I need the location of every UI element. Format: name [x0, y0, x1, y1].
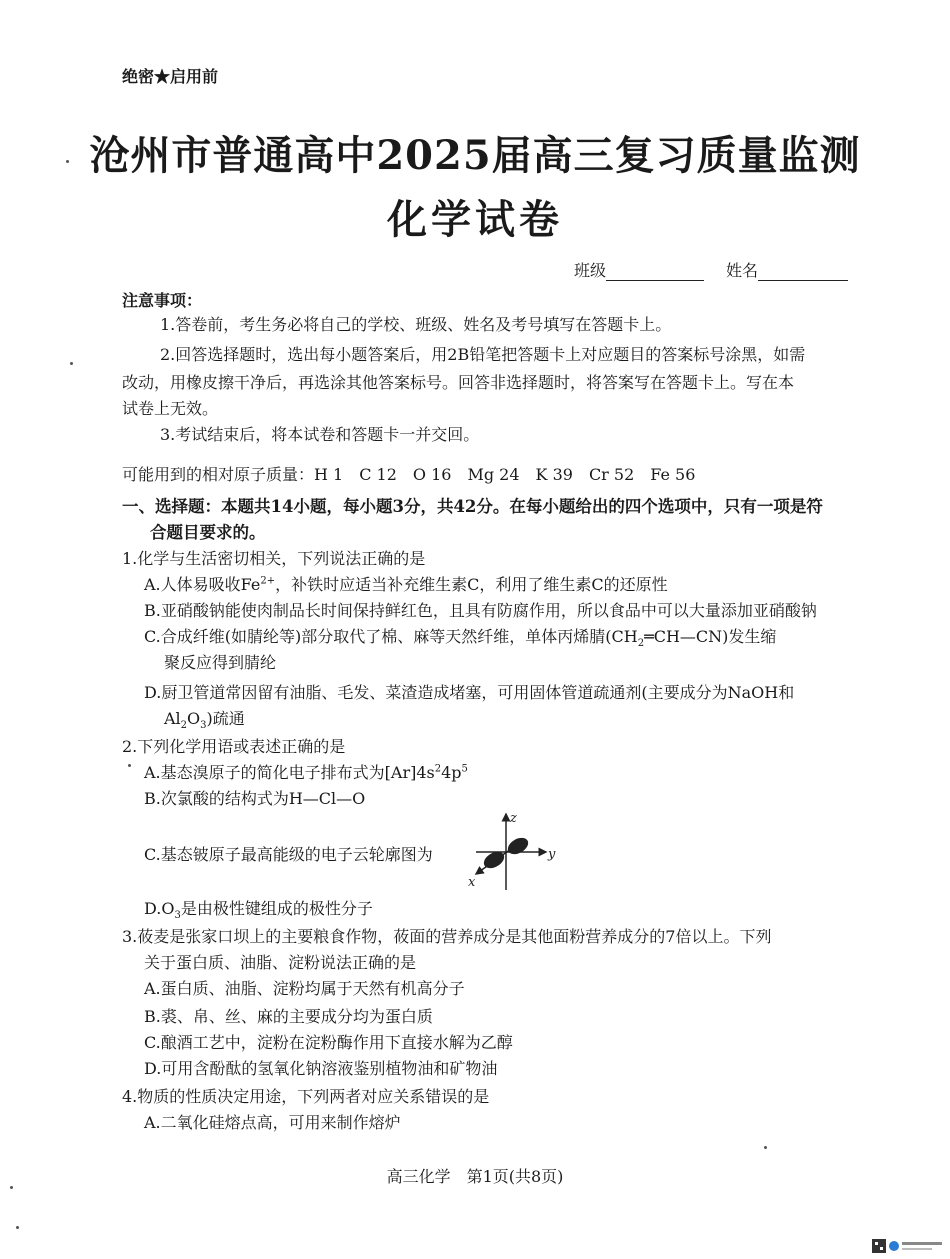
question-3-option-b: B.裘、帛、丝、麻的主要成分均为蛋白质 [144, 1007, 433, 1026]
question-2-option-c: C.基态铍原子最高能级的电子云轮廓图为 [144, 845, 433, 864]
question-1-option-d: D.厨卫管道常因留有油脂、毛发、菜渣造成堵塞，可用固体管道疏通剂(主要成分为NaOH和 [144, 683, 795, 702]
question-1-stem: 1.化学与生活密切相关，下列说法正确的是 [122, 549, 426, 568]
notes-heading: 注意事项： [122, 291, 203, 310]
question-1-option-c: C.合成纤维(如腈纶等)部分取代了棉、麻等天然纤维，单体丙烯腈$(CH_2═CH—CN)$发生缩 [144, 627, 777, 650]
question-3-stem: 3.莜麦是张家口坝上的主要粮食作物，莜面的营养成分是其他面粉营养成分的7倍以上。下列 [122, 927, 772, 946]
scanner-watermark [872, 1239, 944, 1253]
p-orbital-diagram [462, 808, 558, 894]
question-4-stem: 4.物质的性质决定用途，下列两者对应关系错误的是 [122, 1087, 490, 1106]
note-item: 试卷上无效。 [122, 399, 219, 418]
scan-speck [764, 1146, 767, 1149]
confidential-label: 绝密★启用前 [122, 67, 219, 86]
scan-speck [70, 362, 73, 365]
note-item: 3.考试结束后，将本试卷和答题卡一并交回。 [160, 425, 480, 444]
name-blank [758, 263, 848, 281]
question-1-option-a: A.人体易吸收$Fe^{2+}$，补铁时应适当补充维生素C，利用了维生素C的还原性 [144, 575, 668, 594]
question-1-option-d-cont: $Al_2O_3$)疏通 [164, 709, 245, 732]
atomic-masses: 可能用到的相对原子质量：H 1 C 12 O 16 Mg 24 K 39 Cr 52 Fe 56 [122, 465, 696, 484]
question-3-option-d: D.可用含酚酞的氢氧化钠溶液鉴别植物油和矿物油 [144, 1059, 498, 1078]
question-4-option-a: A.二氧化硅熔点高，可用来制作熔炉 [144, 1113, 401, 1132]
question-1-option-b: B.亚硝酸钠能使肉制品长时间保持鲜红色，且具有防腐作用，所以食品中可以大量添加亚硝酸钠 [144, 601, 817, 620]
y-axis-label: y [548, 847, 556, 862]
scan-speck [16, 1226, 19, 1229]
orbital-lobe-upper [505, 834, 531, 857]
x-axis-label: x [468, 875, 476, 890]
question-3-stem-cont: 关于蛋白质、油脂、淀粉说法正确的是 [144, 953, 417, 972]
question-2-option-a: A.基态溴原子的简化电子排布式为$[Ar]4s^24p^5$ [144, 763, 468, 782]
question-3-option-a: A.蛋白质、油脂、淀粉均属于天然有机高分子 [144, 979, 465, 998]
question-2-stem: 2.下列化学用语或表述正确的是 [122, 737, 346, 756]
subject-title: 化学试卷 [387, 196, 563, 243]
section-heading: 一、选择题：本题共14小题，每小题3分，共42分。在每小题给出的四个选项中，只有一项是符 [122, 497, 823, 516]
section-heading-cont: 合题目要求的。 [150, 523, 266, 542]
name-label: 姓名 [726, 261, 759, 280]
class-field [574, 258, 704, 281]
question-2-option-b: B.次氯酸的结构式为H—Cl—O [144, 789, 366, 808]
z-axis-label: z [510, 811, 517, 826]
class-blank [606, 263, 704, 281]
page-footer: 高三化学 第1页(共8页) [386, 1167, 564, 1186]
scan-speck [128, 764, 131, 767]
exam-title: 沧州市普通高中2025届高三复习质量监测 [89, 132, 861, 179]
note-item: 改动，用橡皮擦干净后，再选涂其他答案标号。回答非选择题时，将答案写在答题卡上。写在本 [122, 373, 795, 392]
scan-speck [10, 1186, 13, 1189]
note-item: 1.答卷前，考生务必将自己的学校、班级、姓名及考号填写在答题卡上。 [160, 315, 672, 334]
note-item: 2.回答选择题时，选出每小题答案后，用2B铅笔把答题卡上对应题目的答案标号涂黑，如需 [160, 345, 806, 364]
question-2-option-d: $D.O_3$是由极性键组成的极性分子 [144, 899, 373, 922]
scan-speck [66, 160, 69, 163]
class-label: 班级 [574, 261, 607, 280]
question-1-option-c-cont: 聚反应得到腈纶 [164, 653, 277, 672]
question-3-option-c: C.酿酒工艺中，淀粉在淀粉酶作用下直接水解为乙醇 [144, 1033, 513, 1052]
name-field [726, 258, 848, 281]
